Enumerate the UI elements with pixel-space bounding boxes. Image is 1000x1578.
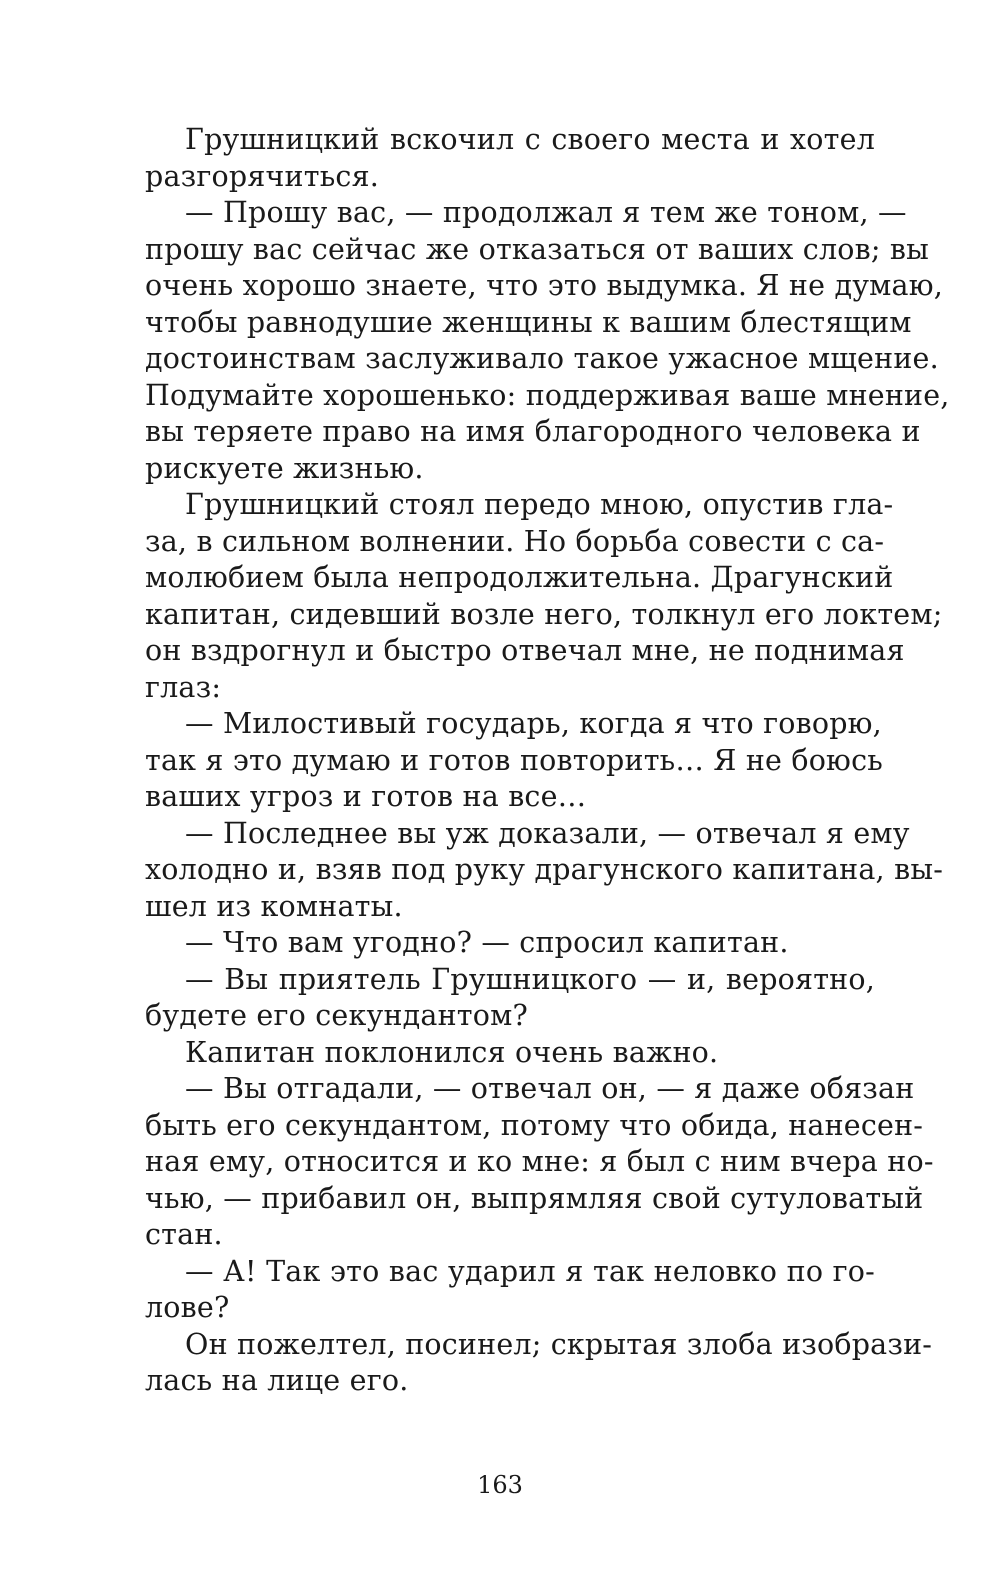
text-line: разгорячиться. — [145, 159, 380, 193]
text-line: Грушницкий стоял передо мною, опустив гла- — [185, 488, 894, 521]
text-line: быть его секундантом, потому что обида, нанесен- — [145, 1108, 924, 1142]
text-line: чью, — прибавил он, выпрямляя свой сутуловатый — [145, 1181, 924, 1215]
text-line: вы теряете право на имя благородного человека и — [145, 415, 921, 448]
text-line: — Вы отгадали, — отвечал он, — я даже обязан — [185, 1072, 915, 1105]
text-line: лове? — [145, 1291, 230, 1324]
text-line: так я это думаю и готов повторить… Я не боюсь — [145, 743, 883, 777]
body-text — [145, 122, 950, 1400]
text-line: капитан, сидевший возле него, толкнул его локтем; — [145, 597, 943, 631]
text-line: глаз: — [145, 670, 222, 704]
text-line: Капитан поклонился очень важно. — [185, 1035, 719, 1069]
text-line: лась на лице его. — [145, 1364, 409, 1397]
text-line: за, в сильном волнении. Но борьба совести с са- — [145, 524, 885, 558]
text-line: шел из комнаты. — [145, 889, 403, 923]
text-line: будете его секундантом? — [145, 999, 528, 1032]
page-number: 163 — [477, 1471, 523, 1499]
text-line: ная ему, относится и ко мне: я был с ним вчера но- — [145, 1145, 934, 1178]
text-line: прошу вас сейчас же отказаться от ваших слов; вы — [145, 232, 930, 266]
text-line: Подумайте хорошенько: поддерживая ваше мнение, — [145, 378, 950, 412]
text-line: молюбием была непродолжительна. Драгунский — [145, 561, 894, 594]
text-line: очень хорошо знаете, что это выдумка. Я не думаю, — [145, 269, 943, 302]
text-line: — А! Так это вас ударил я так неловко по го- — [185, 1254, 875, 1288]
text-line: холодно и, взяв под руку драгунского капитана, вы- — [145, 853, 944, 886]
text-line: — Что вам угодно? — спросил капитан. — [185, 926, 789, 959]
text-line: рискуете жизнью. — [145, 451, 424, 485]
text-line: стан. — [145, 1218, 223, 1251]
text-line: — Милостивый государь, когда я что говорю, — [185, 707, 882, 740]
text-line: — Последнее вы уж доказали, — отвечал я ему — [185, 816, 910, 850]
text-line: — Вы приятель Грушницкого — и, вероятно, — [185, 962, 875, 996]
text-line: Грушницкий вскочил с своего места и хотел — [185, 123, 875, 156]
text-line: он вздрогнул и быстро отвечал мне, не поднимая — [145, 634, 905, 667]
text-line: — Прошу вас, — продолжал я тем же тоном, — — [185, 196, 907, 229]
text-line: Он пожелтел, посинел; скрытая злоба изобрази- — [185, 1327, 933, 1361]
text-line: чтобы равнодушие женщины к вашим блестящим — [145, 305, 912, 339]
text-line: ваших угроз и готов на все… — [145, 780, 587, 813]
text-line: достоинствам заслуживало такое ужасное мщение. — [145, 342, 939, 375]
